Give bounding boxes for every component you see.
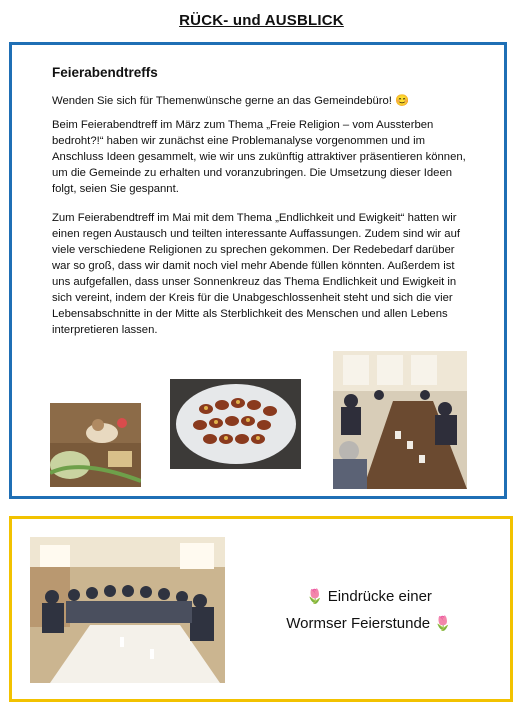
feierabendtreffs-section bbox=[9, 42, 507, 499]
caption-line-1 bbox=[264, 583, 474, 610]
flower-icon: 🌷 bbox=[306, 588, 324, 604]
caption-text-2: Wormser Feierstunde bbox=[286, 615, 431, 632]
photo-group-meeting bbox=[333, 351, 467, 489]
photo-feierstunde-group bbox=[30, 537, 225, 683]
photo-table-decoration bbox=[50, 403, 141, 487]
caption-line-2 bbox=[264, 610, 474, 637]
paragraph-march: Beim Feierabendtreff im März zum Thema „Freie Religion – vom Aussterben bedroht?!“ haben wir zunächst eine Problemanalyse vorgenommen und im Anschluss Ideen gesammelt, wie wir uns zukünftig attraktiver präsentieren können, um die Gemeinde zu erhalten und voranzubringen. Die Umsetzung dieser Ideen folgt, seien Sie gespannt. bbox=[52, 119, 466, 195]
flower-icon: 🌷 bbox=[434, 615, 452, 631]
caption-text-1: Eindrücke einer bbox=[327, 588, 432, 605]
section-heading: Feierabendtreffs bbox=[52, 65, 158, 80]
feierstunde-caption bbox=[264, 583, 474, 637]
feierstunde-section bbox=[9, 516, 513, 702]
intro-text: Wenden Sie sich für Themenwünsche gerne an das Gemeindebüro! 😊 bbox=[52, 95, 410, 107]
page-title: RÜCK- und AUSBLICK bbox=[179, 12, 344, 29]
paragraph-may: Zum Feierabendtreff im Mai mit dem Thema „Endlichkeit und Ewigkeit“ hatten wir einen regen Austausch und teilten interessante Auffassungen. Zudem sind wir auf viele verschiedene Religionen zu sprechen gekommen. Der Redebedarf darüber war so groß, dass wir damit noch viel mehr Abende füllen könnten. Außerdem ist uns aufgefallen, dass unser Sonnenkreuz das Thema Endlichkeit und Ewigkeit in sich vereint, indem der Kreis für die Unabgeschlossenheit steht und sich die vier Lebensabschnitte in der Mitte als Sterblichkeit des Menschen und allen Lebens interpretieren lassen. bbox=[52, 212, 461, 336]
photo-snack-plate bbox=[170, 379, 301, 469]
